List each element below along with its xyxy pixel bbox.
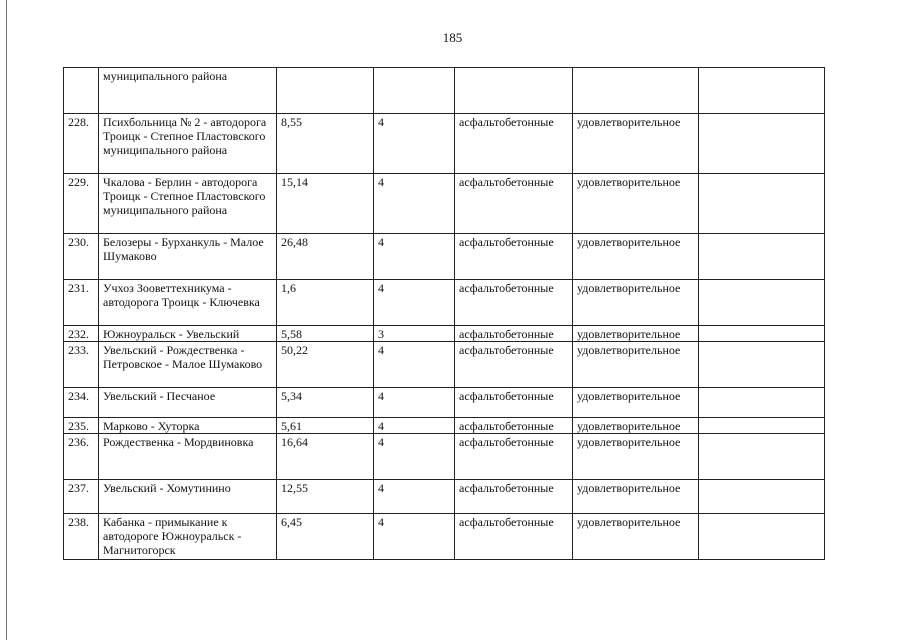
road-surface-cell: асфальтобетонные [455, 342, 573, 388]
road-category-cell: 4 [374, 418, 455, 434]
road-condition-cell: удовлетворительное [573, 280, 699, 326]
road-note-cell [699, 234, 825, 280]
table-row [64, 68, 825, 114]
road-note-cell [699, 514, 825, 560]
road-length-cell: 15,14 [277, 174, 374, 234]
road-note-cell [699, 326, 825, 342]
road-length-cell: 5,61 [277, 418, 374, 434]
road-name-cell: Увельский - Рождественка - Петровское - Малое Шумаково [99, 342, 277, 388]
table-row [64, 514, 825, 560]
table-row [64, 280, 825, 326]
road-category-cell: 4 [374, 480, 455, 514]
road-length-cell: 1,6 [277, 280, 374, 326]
road-name-cell: Рождественка - Мордвиновка [99, 434, 277, 480]
road-category-cell: 4 [374, 174, 455, 234]
road-name-cell: Марково - Хуторка [99, 418, 277, 434]
road-name-cell: Психбольница № 2 - автодорога Троицк - Степное Пластовского муниципального района [99, 114, 277, 174]
row-number-cell: 234. [64, 388, 99, 418]
road-condition-cell: удовлетворительное [573, 342, 699, 388]
row-number-cell: 231. [64, 280, 99, 326]
road-category-cell: 4 [374, 342, 455, 388]
road-surface-cell: асфальтобетонные [455, 114, 573, 174]
table-row [64, 434, 825, 480]
row-number-cell: 238. [64, 514, 99, 560]
road-category-cell: 4 [374, 388, 455, 418]
row-number-cell: 235. [64, 418, 99, 434]
table-row [64, 388, 825, 418]
row-number-cell: 232. [64, 326, 99, 342]
road-surface-cell: асфальтобетонные [455, 514, 573, 560]
road-name-cell: Увельский - Хомутинино [99, 480, 277, 514]
road-category-cell: 4 [374, 234, 455, 280]
table-row [64, 234, 825, 280]
road-length-cell: 12,55 [277, 480, 374, 514]
road-condition-cell: удовлетворительное [573, 388, 699, 418]
road-surface-cell: асфальтобетонные [455, 480, 573, 514]
table-row [64, 326, 825, 342]
road-length-cell: 6,45 [277, 514, 374, 560]
road-category-cell: 4 [374, 514, 455, 560]
road-category-cell: 4 [374, 114, 455, 174]
road-name-cell: муниципального района [99, 68, 277, 114]
road-note-cell [699, 434, 825, 480]
road-note-cell [699, 68, 825, 114]
road-surface-cell: асфальтобетонные [455, 326, 573, 342]
road-condition-cell [573, 68, 699, 114]
road-condition-cell: удовлетворительное [573, 418, 699, 434]
road-condition-cell: удовлетворительное [573, 434, 699, 480]
road-name-cell: Южноуральск - Увельский [99, 326, 277, 342]
row-number-cell: 228. [64, 114, 99, 174]
road-name-cell: Белозеры - Бурханкуль - Малое Шумаково [99, 234, 277, 280]
roads-table-body [64, 68, 825, 560]
road-name-cell: Увельский - Песчаное [99, 388, 277, 418]
road-condition-cell: удовлетворительное [573, 480, 699, 514]
road-name-cell: Кабанка - примыкание к автодороге Южноуральск - Магнитогорск [99, 514, 277, 560]
road-length-cell: 26,48 [277, 234, 374, 280]
page-number: 185 [442, 30, 463, 45]
table-row [64, 480, 825, 514]
road-surface-cell: асфальтобетонные [455, 388, 573, 418]
road-condition-cell: удовлетворительное [573, 174, 699, 234]
road-note-cell [699, 480, 825, 514]
road-surface-cell: асфальтобетонные [455, 280, 573, 326]
road-condition-cell: удовлетворительное [573, 114, 699, 174]
road-name-cell: Чкалова - Берлин - автодорога Троицк - Степное Пластовского муниципального района [99, 174, 277, 234]
road-category-cell: 4 [374, 434, 455, 480]
roads-table [63, 67, 825, 560]
page-edge-line [6, 0, 7, 640]
road-category-cell: 4 [374, 280, 455, 326]
row-number-cell: 233. [64, 342, 99, 388]
road-category-cell [374, 68, 455, 114]
road-condition-cell: удовлетворительное [573, 234, 699, 280]
table-row [64, 174, 825, 234]
road-note-cell [699, 280, 825, 326]
road-category-cell: 3 [374, 326, 455, 342]
road-condition-cell: удовлетворительное [573, 514, 699, 560]
row-number-cell: 236. [64, 434, 99, 480]
road-length-cell: 16,64 [277, 434, 374, 480]
row-number-cell [64, 68, 99, 114]
road-note-cell [699, 174, 825, 234]
road-surface-cell: асфальтобетонные [455, 434, 573, 480]
road-length-cell: 5,58 [277, 326, 374, 342]
row-number-cell: 229. [64, 174, 99, 234]
road-note-cell [699, 388, 825, 418]
road-length-cell: 5,34 [277, 388, 374, 418]
road-length-cell: 50,22 [277, 342, 374, 388]
road-length-cell [277, 68, 374, 114]
road-surface-cell: асфальтобетонные [455, 418, 573, 434]
road-note-cell [699, 114, 825, 174]
road-note-cell [699, 418, 825, 434]
road-length-cell: 8,55 [277, 114, 374, 174]
road-surface-cell: асфальтобетонные [455, 234, 573, 280]
road-condition-cell: удовлетворительное [573, 326, 699, 342]
table-row [64, 418, 825, 434]
road-surface-cell [455, 68, 573, 114]
table-row [64, 342, 825, 388]
row-number-cell: 237. [64, 480, 99, 514]
table-row [64, 114, 825, 174]
road-note-cell [699, 342, 825, 388]
road-name-cell: Учхоз Зооветтехникума - автодорога Троицк - Ключевка [99, 280, 277, 326]
road-surface-cell: асфальтобетонные [455, 174, 573, 234]
row-number-cell: 230. [64, 234, 99, 280]
